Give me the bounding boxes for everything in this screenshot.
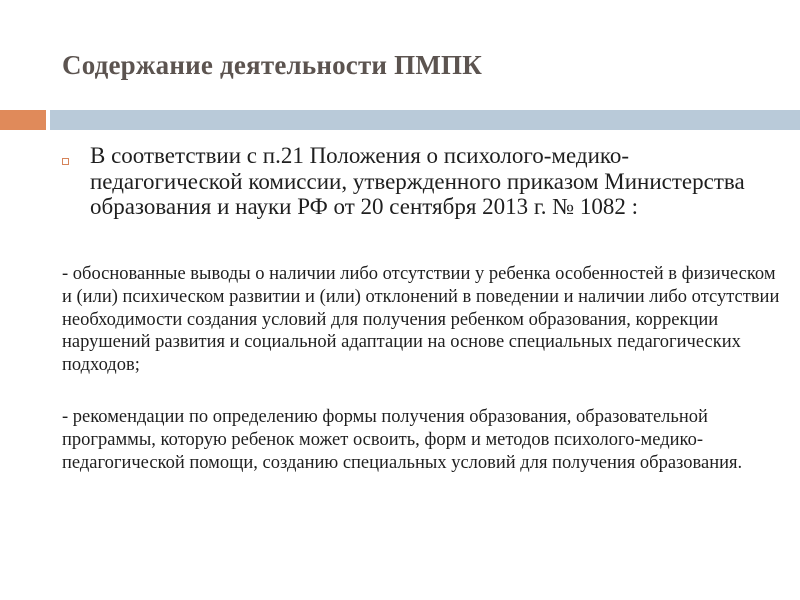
accent-bar-blue [50, 110, 800, 130]
bullet-text: В соответствии с п.21 Положения о психолого-медико-педагогической комиссии, утвержденного приказом Министерства образования и науки РФ от 20 сентября 2013 г. № 1082 : [90, 143, 745, 219]
square-bullet-icon [62, 158, 69, 165]
paragraph-recommendations: - рекомендации по определению формы получения образования, образовательной программы, которую ребенок может освоить, форм и методов психолого-медико-педагогической помощи, созданию специальных условий для получения образования. [62, 407, 743, 473]
slide-title: Содержание деятельности ПМПК [62, 50, 482, 80]
accent-bar-orange [0, 110, 46, 130]
paragraph-conclusions: - обоснованные выводы о наличии либо отсутствии у ребенка особенностей в физическом и (или) психическом развитии и (или) отклонений в поведении и наличии либо отсутствии необходимости создания условий для получения ребенком образования, коррекции нарушений развития и социальной адаптации на основе специальных педагогических подходов; [62, 264, 780, 376]
